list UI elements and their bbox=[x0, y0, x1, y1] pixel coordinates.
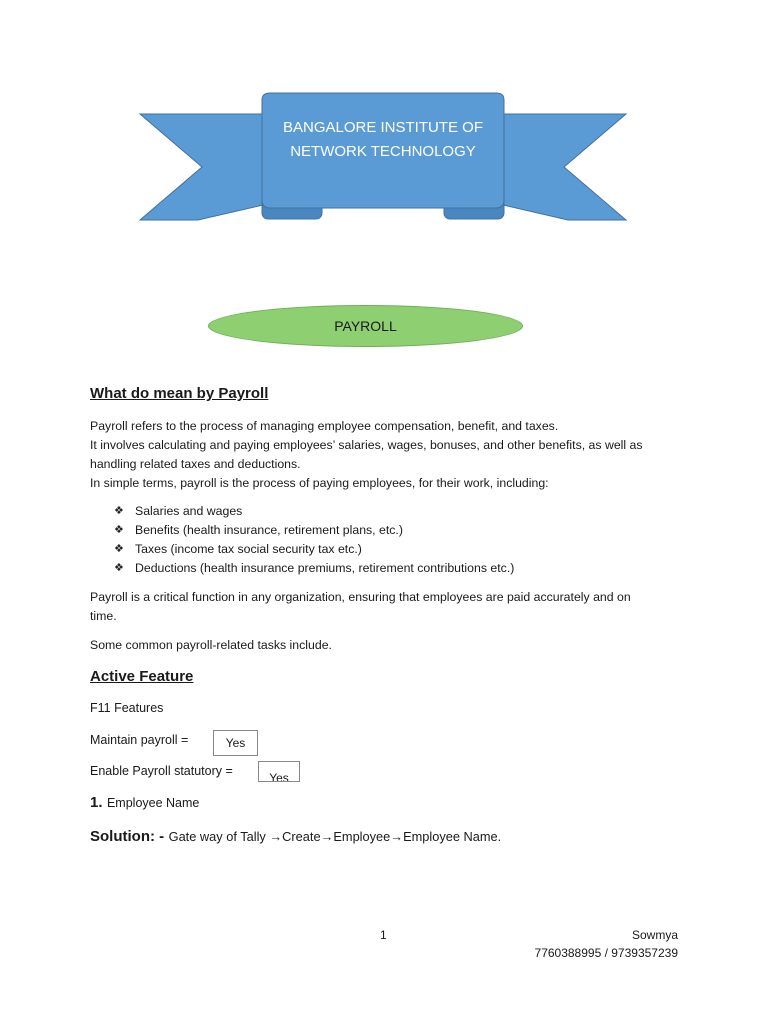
enable-statutory-label: Enable Payroll statutory = bbox=[90, 764, 233, 778]
payroll-intro-paragraph bbox=[90, 417, 690, 493]
intro-line-1: Payroll refers to the process of managing employee compensation, benefit, and taxes. bbox=[90, 419, 559, 433]
diamond-bullet-icon: ❖ bbox=[114, 505, 124, 517]
list-item: ❖ Taxes (income tax social security tax etc.) bbox=[90, 540, 690, 559]
solution-line bbox=[90, 828, 501, 846]
maintain-payroll-label: Maintain payroll = bbox=[90, 733, 189, 747]
common-tasks-paragraph: Some common payroll-related tasks include. bbox=[90, 638, 332, 652]
intro-line-3: handling related taxes and deductions. bbox=[90, 457, 301, 471]
list-item: ❖ Salaries and wages bbox=[90, 502, 690, 521]
step-number: 1. bbox=[90, 794, 103, 811]
intro-line-2: It involves calculating and paying employees’ salaries, wages, bonuses, and other benefits, as well as bbox=[90, 438, 643, 452]
page-number: 1 bbox=[380, 928, 387, 942]
payroll-title-label: PAYROLL bbox=[334, 318, 397, 334]
footer-phones: 7760388995 / 9739357239 bbox=[534, 946, 678, 960]
list-item: ❖ Deductions (health insurance premiums, retirement contributions etc.) bbox=[90, 559, 690, 578]
intro-line-4: In simple terms, payroll is the process of paying employees, for their work, including: bbox=[90, 476, 549, 490]
section-heading-payroll: What do mean by Payroll bbox=[90, 385, 269, 402]
footer-author: Sowmya bbox=[631, 928, 678, 942]
payroll-critical-paragraph bbox=[90, 588, 690, 626]
list-item: ❖ Benefits (health insurance, retirement plans, etc.) bbox=[90, 521, 690, 540]
banner-title bbox=[262, 116, 504, 164]
payroll-bullet-list bbox=[90, 502, 690, 578]
solution-label: Solution: - bbox=[90, 828, 165, 845]
critical-line-2: time. bbox=[90, 609, 117, 623]
footer-author-block bbox=[535, 926, 678, 962]
critical-line-1: Payroll is a critical function in any organization, ensuring that employees are paid accurately and on bbox=[90, 590, 631, 604]
f11-features-label: F11 Features bbox=[90, 701, 164, 715]
banner-line-2: NETWORK TECHNOLOGY bbox=[290, 143, 476, 160]
enable-statutory-value: Yes bbox=[258, 761, 300, 782]
diamond-bullet-icon: ❖ bbox=[114, 543, 124, 555]
banner-line-1: BANGALORE INSTITUTE OF bbox=[282, 119, 484, 136]
section-heading-active-feature: Active Feature bbox=[90, 668, 194, 685]
diamond-bullet-icon: ❖ bbox=[114, 562, 124, 574]
maintain-payroll-value: Yes bbox=[213, 730, 258, 756]
step-item bbox=[90, 794, 199, 812]
diamond-bullet-icon: ❖ bbox=[114, 524, 124, 536]
payroll-title-pill bbox=[208, 305, 523, 347]
step-text: Employee Name bbox=[106, 796, 200, 810]
solution-text: Gate way of Tally →Create→Employee→Employee Name. bbox=[168, 829, 502, 844]
